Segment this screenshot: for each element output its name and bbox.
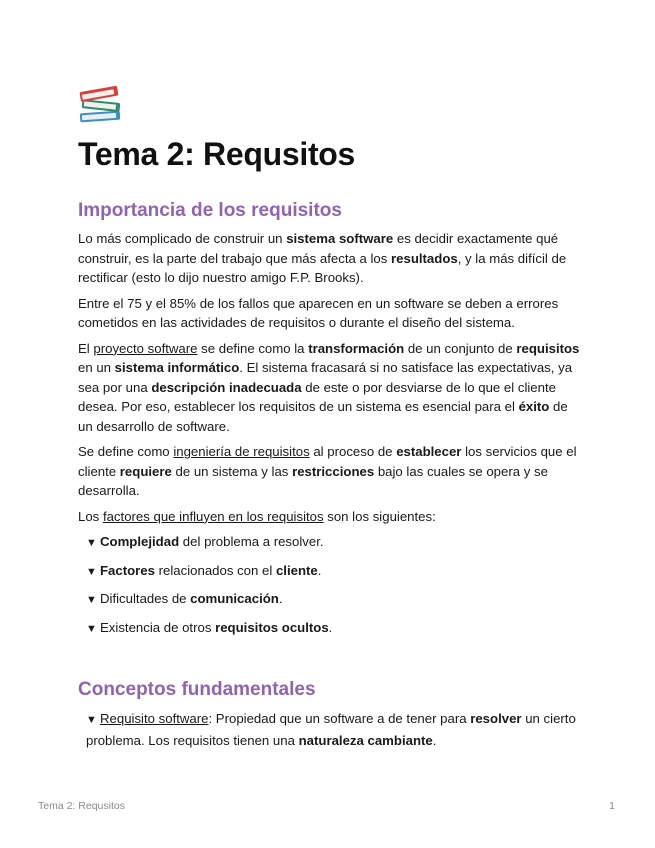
bold-text: resultados <box>391 250 458 266</box>
paragraph <box>78 339 580 437</box>
toggle-triangle-icon[interactable]: ▼ <box>86 565 97 578</box>
bold-text: requisitos ocultos <box>215 619 329 635</box>
page-number: 1 <box>609 800 615 812</box>
text: Lo más complicado de construir un <box>78 231 287 246</box>
text: al proceso de <box>309 444 397 459</box>
bold-text: Factores <box>100 562 155 578</box>
footer-title: Tema 2: Requsitos <box>38 800 125 812</box>
underlined-term: factores que influyen en los requisitos <box>102 508 324 524</box>
bold-text: requiere <box>119 463 172 479</box>
paragraph <box>78 507 580 527</box>
toggle-item-factores[interactable] <box>78 561 580 583</box>
bold-text: comunicación <box>190 591 279 606</box>
text: . <box>317 562 322 578</box>
section-conceptos <box>78 679 580 750</box>
underlined-term: Requisito software <box>100 711 209 726</box>
text: . <box>432 732 437 748</box>
toggle-triangle-icon[interactable]: ▼ <box>86 622 97 635</box>
toggle-triangle-icon[interactable]: ▼ <box>86 714 97 726</box>
text: . El sistema fracasará si no satisface las expectativas, ya sea por una <box>78 360 573 395</box>
toggle-item-requisito-software[interactable] <box>78 709 580 750</box>
text: Existencia de otros <box>100 619 216 635</box>
text: : Propiedad que un software a de tener para <box>208 711 471 726</box>
text: de un desarrollo de software. <box>78 399 568 434</box>
paragraph: Entre el 75 y el 85% de los fallos que aparecen en un software se deben a errores cometidos en las actividades de requisitos o durante el diseño del sistema. <box>78 295 559 330</box>
paragraph <box>78 442 580 501</box>
toggle-item-comunicacion[interactable] <box>78 589 580 611</box>
toggle-item-complejidad[interactable] <box>78 532 580 554</box>
text: Los <box>78 508 103 524</box>
bold-text: restricciones <box>292 463 375 479</box>
text: Se define como <box>78 444 174 459</box>
underlined-term: ingeniería de requisitos <box>173 444 310 459</box>
toggle-triangle-icon[interactable]: ▼ <box>86 537 97 549</box>
bold-text: éxito <box>518 399 550 414</box>
bold-text: sistema informático <box>114 360 240 375</box>
underlined-term: proyecto software <box>93 340 198 356</box>
text: Dificultades de <box>100 591 191 606</box>
text: es decidir exactamente qué construir, es la parte del trabajo que más afecta a los <box>78 231 559 266</box>
text: los servicios que el cliente <box>78 444 577 479</box>
toggle-item-requisitos-ocultos[interactable] <box>78 618 580 640</box>
toggle-triangle-icon[interactable]: ▼ <box>86 594 97 606</box>
text: de un sistema y las <box>171 463 293 479</box>
text: , y la más difícil de rectificar (esto lo dijo nuestro amigo F.P. Brooks). <box>78 250 567 285</box>
text: del problema a resolver. <box>179 534 324 549</box>
text: un cierto problema. Los requisitos tienen una <box>86 711 576 748</box>
books-icon <box>78 84 124 124</box>
text: son los siguientes: <box>323 508 436 524</box>
text: en un <box>78 360 115 375</box>
text: de un conjunto de <box>404 340 517 356</box>
bold-text: descripción inadecuada <box>151 379 302 395</box>
bold-text: transformación <box>308 340 405 356</box>
text: de este o por desviarse de lo que el cliente desea. Por eso, establecer los requisitos de un sistema es esencial para el <box>78 379 556 414</box>
bold-text: sistema software <box>286 231 394 246</box>
bold-text: establecer <box>396 444 462 459</box>
bold-text: resolver <box>470 711 522 726</box>
text: El <box>78 340 94 356</box>
toggle-list <box>78 532 580 639</box>
bold-text: Complejidad <box>100 534 180 549</box>
section-importancia <box>78 200 580 646</box>
text: . <box>278 591 283 606</box>
bold-text: naturaleza cambiante <box>298 732 433 748</box>
bold-text: requisitos <box>516 340 580 356</box>
text: . <box>328 619 333 635</box>
section-heading: Importancia de los requisitos <box>78 200 342 221</box>
paragraph <box>78 229 580 288</box>
text: se define como la <box>197 340 309 356</box>
page-title: Tema 2: Requsitos <box>78 136 356 172</box>
text: relacionados con el <box>154 562 276 578</box>
text: bajo las cuales se opera y se desarrolla. <box>78 463 548 498</box>
section-heading: Conceptos fundamentales <box>78 679 316 700</box>
bold-text: cliente <box>275 562 318 578</box>
